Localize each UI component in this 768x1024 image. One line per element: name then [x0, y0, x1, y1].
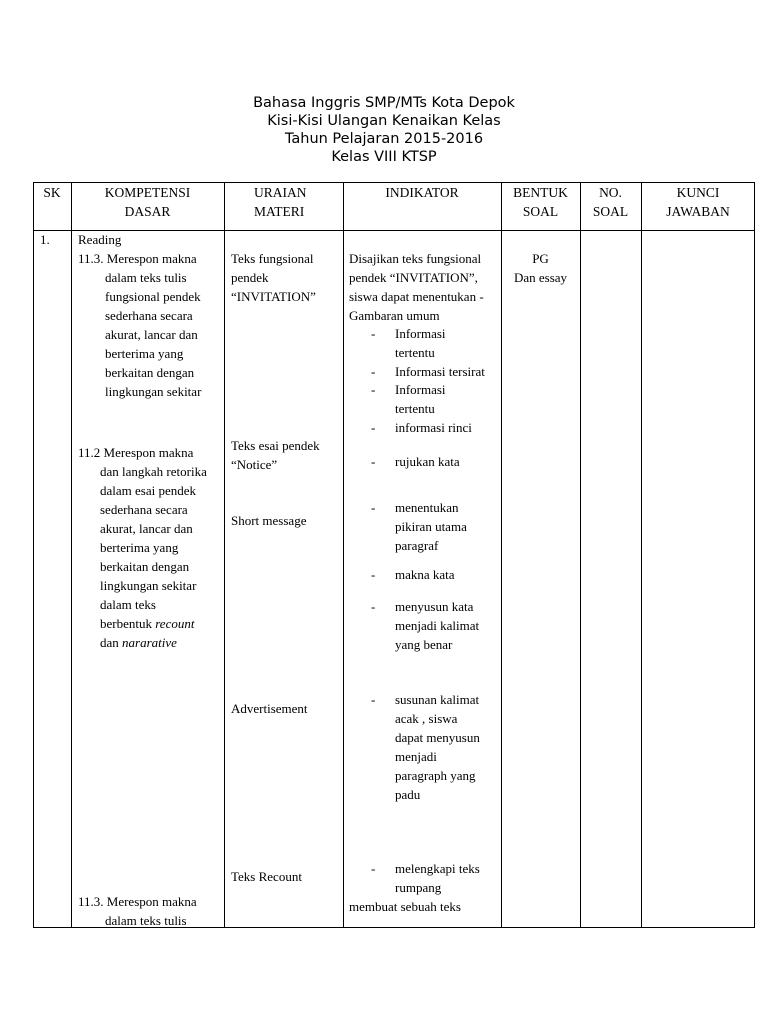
column-divider: [224, 182, 225, 928]
uraian-advertisement: Advertisement: [231, 701, 308, 716]
header-sk: SK: [43, 185, 61, 200]
kd-item-3: 11.3. Merespon makna dalam teks tulis: [78, 894, 197, 928]
header-no-soal: NO. SOAL: [592, 185, 629, 219]
bullet-dash: -: [371, 861, 376, 876]
bullet-dash: -: [371, 599, 376, 614]
header-row-divider: [33, 230, 755, 231]
sk-number: 1.: [40, 232, 50, 247]
header-uraian-materi: URAIAN MATERI: [254, 185, 307, 219]
bullet-dash: -: [371, 692, 376, 707]
bentuk-soal-value: PG Dan essay: [513, 251, 568, 285]
header-kompetensi-dasar: KOMPETENSI DASAR: [104, 185, 191, 219]
uraian-short-message: Short message: [231, 513, 307, 528]
document-title-line-3: Tahun Pelajaran 2015-2016: [284, 131, 484, 147]
document-title-line-4: Kelas VIII KTSP: [331, 149, 437, 165]
bullet-dash: -: [371, 382, 376, 397]
kd-item-2: 11.2 Merespon makna dan langkah retorika dalam esai pendek sederhana secara akurat, lancar dan berterima yang berkaitan dengan lingkungan sekitar dalam teks berbentuk recount dan nararative: [78, 445, 207, 650]
bullet-dash: -: [371, 364, 376, 379]
uraian-teks-recount: Teks Recount: [231, 869, 302, 884]
column-divider: [641, 182, 642, 928]
document-title-line-2: Kisi-Kisi Ulangan Kenaikan Kelas: [267, 113, 501, 129]
bullet-dash: -: [371, 500, 376, 515]
uraian-invitation: Teks fungsional pendek “INVITATION”: [231, 251, 316, 304]
header-indikator: INDIKATOR: [385, 185, 459, 200]
column-divider: [343, 182, 344, 928]
header-bentuk-soal: BENTUK SOAL: [513, 185, 568, 219]
column-divider: [501, 182, 502, 928]
indikator-intro: Disajikan teks fungsional pendek “INVITATION”, siswa dapat menentukan - Gambaran umum: [349, 251, 484, 323]
header-kunci-jawaban: KUNCI JAWABAN: [666, 185, 730, 219]
column-divider: [71, 182, 72, 928]
bullet-dash: -: [371, 326, 376, 341]
kd-item-1: 11.3. Merespon makna dalam teks tulis fungsional pendek sederhana secara akurat, lancar dan berterima yang berkaitan dengan lingkungan sekitar: [78, 251, 202, 399]
bullet-dash: -: [371, 454, 376, 469]
column-divider: [580, 182, 581, 928]
bullet-dash: -: [371, 420, 376, 435]
document-title-line-1: Bahasa Inggris SMP/MTs Kota Depok: [253, 95, 515, 111]
indikator-last-line: membuat sebuah teks: [349, 899, 461, 914]
uraian-notice: Teks esai pendek “Notice”: [231, 438, 320, 472]
bullet-dash: -: [371, 567, 376, 582]
kd-reading-label: Reading: [78, 232, 122, 247]
